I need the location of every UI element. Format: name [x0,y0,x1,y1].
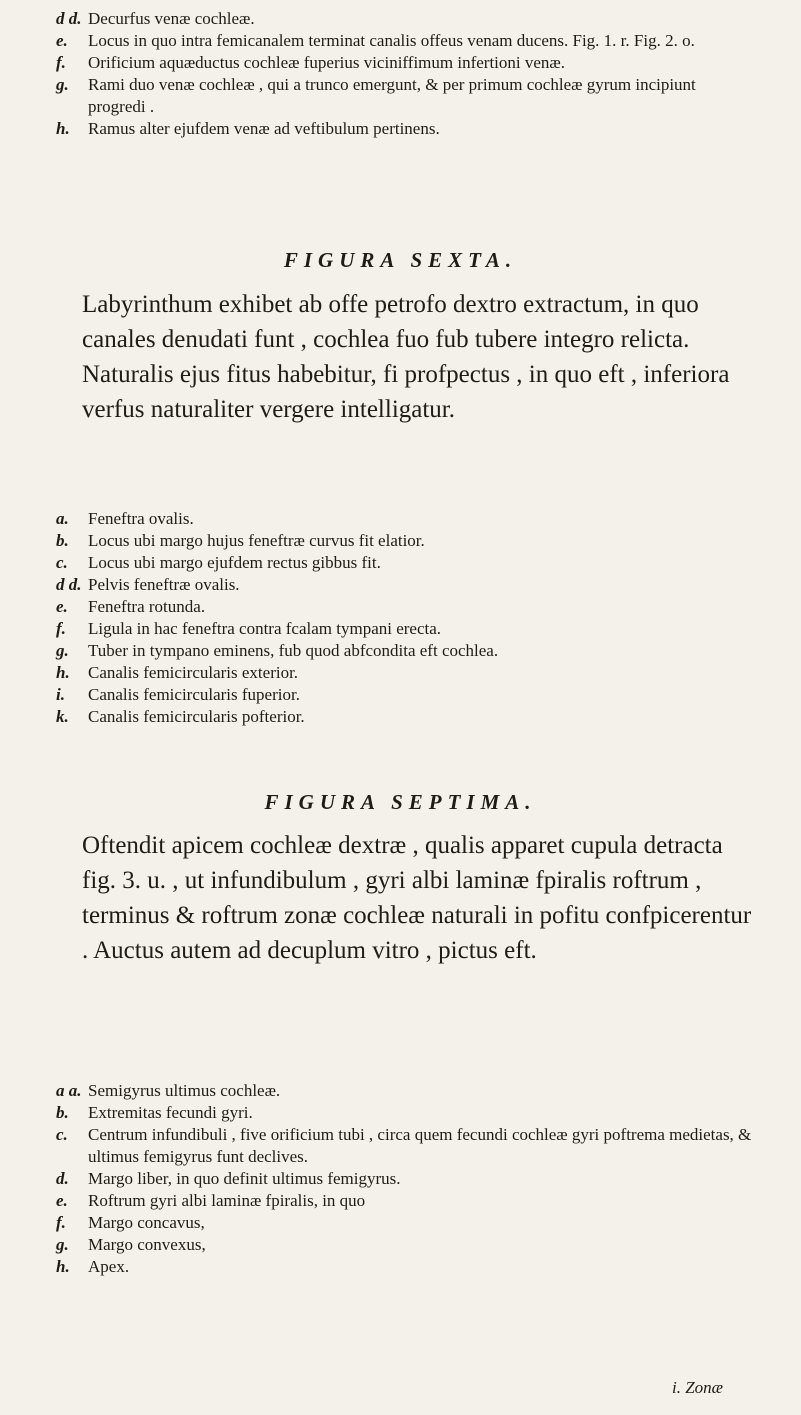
legend-label: b. [56,1103,69,1122]
legend-row [56,684,756,706]
legend-label: e. [56,597,68,616]
legend-text: Margo liber, in quo definit ultimus femigyrus. [88,1169,401,1188]
legend-label: c. [56,553,68,572]
legend-row [56,52,756,74]
legend-row [56,1256,756,1278]
legend-label: d. [56,1169,69,1188]
legend-label: i. [56,685,65,704]
legend-row [56,574,756,596]
legend-row [56,640,756,662]
legend-text: Ramus alter ejufdem venæ ad veftibulum pertinens. [88,119,440,138]
legend-text: Extremitas fecundi gyri. [88,1103,253,1122]
legend-row [56,74,756,118]
legend-label: h. [56,663,70,682]
legend-text: Margo convexus, [88,1235,206,1254]
legend-label: c. [56,1125,68,1144]
legend-text: Locus in quo intra femicanalem terminat canalis offeus venam ducens. Fig. 1. r. Fig. 2. o. [88,31,695,50]
legend-text: Centrum infundibuli , five orificium tubi , circa quem fecundi cochleæ gyri poftrema medietas, & ultimus femigyrus funt declives. [88,1125,752,1166]
figure-six-heading: FIGURA SEXTA. [283,248,518,272]
legend-row [56,618,756,640]
legend-label: d d. [56,9,82,28]
legend-row [56,508,756,530]
figure-six-paragraph [56,287,756,427]
legend-text: Tuber in tympano eminens, fub quod abfcondita eft cochlea. [88,641,499,660]
legend-text: Canalis femicircularis exterior. [88,663,299,682]
legend-text: Canalis femicircularis fuperior. [88,685,300,704]
legend-text: Feneftra ovalis. [88,509,194,528]
figure-six-legend [56,508,756,728]
legend-text: Locus ubi margo ejufdem rectus gibbus fit. [88,553,381,572]
legend-label: d d. [56,575,82,594]
legend-label: f. [56,619,66,638]
legend-label: a. [56,509,69,528]
legend-text: Semigyrus ultimus cochleæ. [88,1081,281,1100]
legend-text: Pelvis feneftræ ovalis. [88,575,240,594]
legend-row [56,706,756,728]
legend-label: e. [56,1191,68,1210]
legend-text: Apex. [88,1257,130,1276]
legend-text: Rami duo venæ cochleæ , qui a trunco emergunt, & per primum cochleæ gyrum incipiunt progredi . [88,75,696,116]
legend-label: a a. [56,1081,82,1100]
paragraph-text: Oftendit apicem cochleæ dextræ , qualis apparet cupula detracta fig. 3. u. , ut infundibulum , gyri albi laminæ fpiralis roftrum , terminus & roftrum zonæ cochleæ naturali in pofitu confpicerentur . Auctus autem ad decuplum vitro , pictus eft. [82,832,752,964]
legend-row [56,1234,756,1256]
legend-label: h. [56,1257,70,1276]
legend-row [56,530,756,552]
figure-seven-heading: FIGURA SEPTIMA. [264,790,537,814]
figure-seven-legend [56,1080,756,1278]
legend-label: e. [56,31,68,50]
legend-row [56,1212,756,1234]
legend-label: g. [56,1235,69,1254]
legend-text: Decurfus venæ cochleæ. [88,9,255,28]
legend-row [56,8,756,30]
legend-text: Feneftra rotunda. [88,597,206,616]
legend-label: f. [56,1213,66,1232]
catchword: i. Zonæ [672,1378,724,1397]
legend-label: g. [56,75,69,94]
legend-label: g. [56,641,69,660]
legend-label: k. [56,707,69,726]
legend-text: Roftrum gyri albi laminæ fpiralis, in quo [88,1191,366,1210]
legend-row [56,1080,756,1102]
legend-text: Locus ubi margo hujus feneftræ curvus fit elatior. [88,531,425,550]
legend-row [56,1124,756,1168]
legend-row [56,1168,756,1190]
legend-row [56,1102,756,1124]
legend-label: h. [56,119,70,138]
legend-text: Ligula in hac feneftra contra fcalam tympani erecta. [88,619,442,638]
figure-seven-paragraph [56,828,756,968]
legend-label: f. [56,53,66,72]
legend-row [56,662,756,684]
legend-text: Canalis femicircularis pofterior. [88,707,305,726]
legend-text: Margo concavus, [88,1213,205,1232]
legend-row [56,1190,756,1212]
legend-text: Orificium aquæductus cochleæ fuperius viciniffimum infertioni venæ. [88,53,566,72]
legend-label: b. [56,531,69,550]
legend-row [56,30,756,52]
legend-row [56,552,756,574]
top-legend [56,8,756,140]
legend-row [56,118,756,140]
legend-row [56,596,756,618]
paragraph-text: Labyrinthum exhibet ab offe petrofo dextro extractum, in quo canales denudati funt , cochlea fuo fub tubere integro relicta. Naturalis ejus fitus habebitur, fi profpectus , in quo eft , inferiora verfus naturaliter vergere intelligatur. [82,291,730,423]
